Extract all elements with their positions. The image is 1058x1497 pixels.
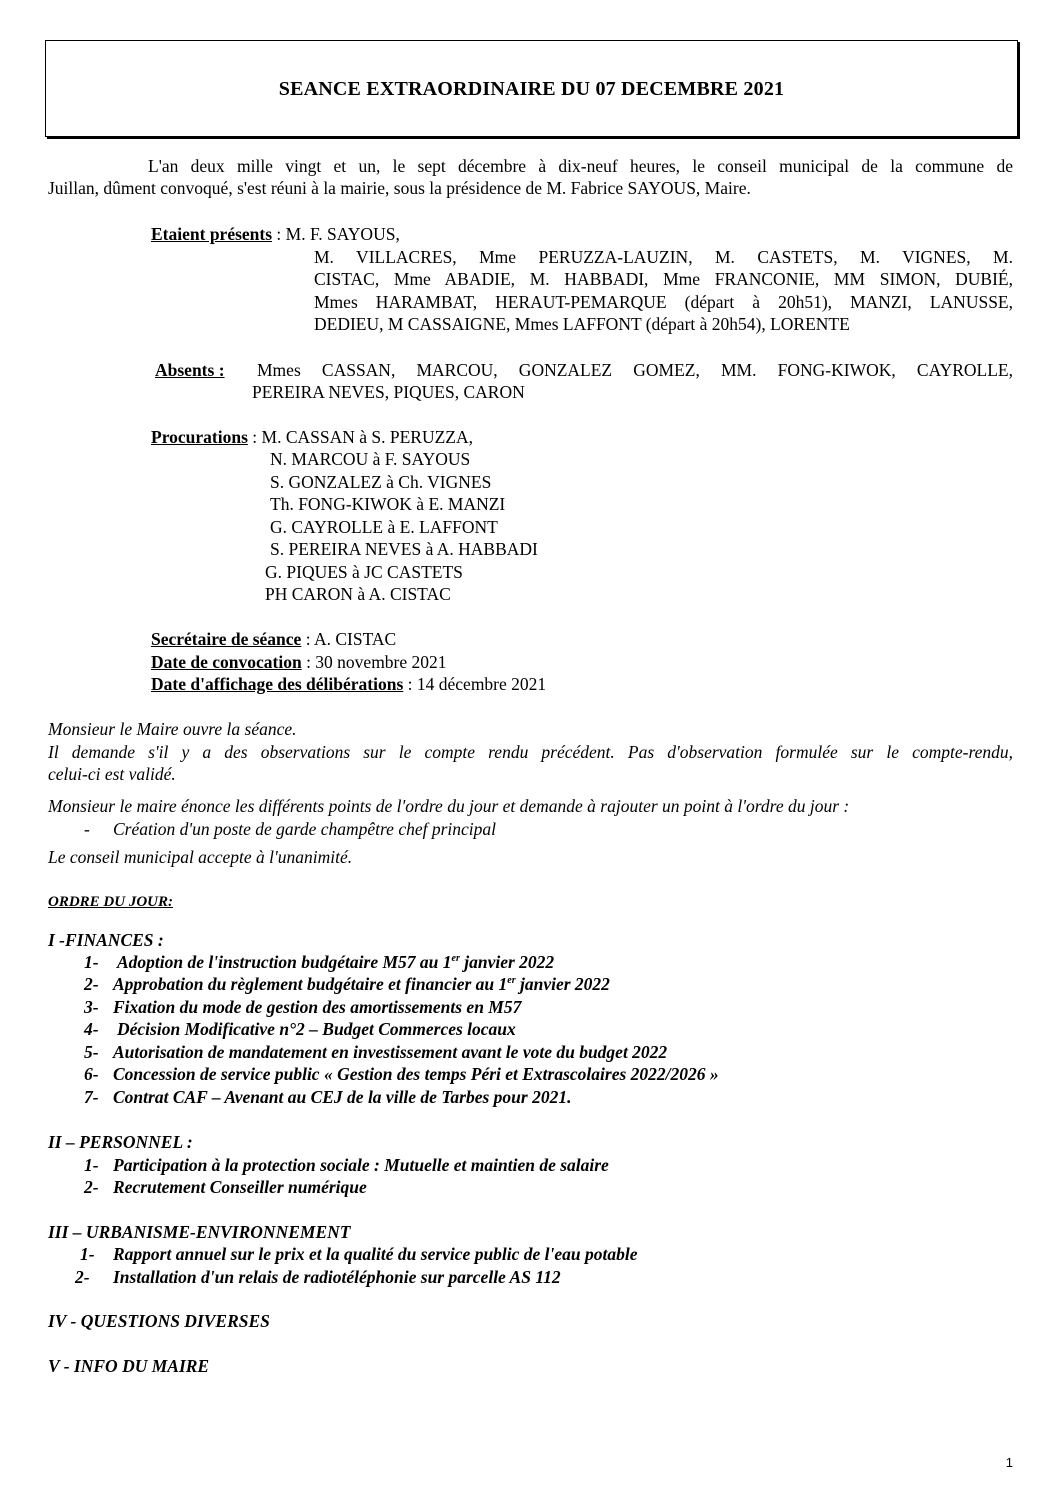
opening-line-4: Monsieur le maire énonce les différents points de l'ordre du jour et demande à rajouter un point à l'ordre du jour : [48, 796, 850, 816]
affichage-label: Date d'affichage des délibérations [151, 674, 404, 694]
finance-item-num: 1- [84, 952, 99, 972]
urbanisme-item-num: 1- [80, 1244, 95, 1264]
intro-line-2: Juillan, dûment convoqué, s'est réuni à la mairie, sous la présidence de M. Fabrice SAYOUS, Maire. [48, 178, 751, 198]
bullet-dash: - [84, 819, 90, 839]
presents-first-line [151, 223, 400, 245]
personnel-item: Recrutement Conseiller numérique [113, 1177, 367, 1197]
procurations-label: Procurations [151, 427, 248, 447]
convocation-line [151, 651, 447, 673]
absents-label-text: Absents : [155, 360, 225, 380]
procuration-line: G. CAYROLLE à E. LAFFONT [270, 517, 498, 537]
presents-line: DEDIEU, M CASSAIGNE, Mmes LAFFONT (départ à 20h54), LORENTE [314, 314, 850, 334]
presents-line: Mmes HARAMBAT, HERAUT-PEMARQUE (départ à 20h51), MANZI, LANUSSE, [314, 292, 1013, 312]
absents-label [155, 359, 225, 381]
finance-item: Adoption de l'instruction budgétaire M57 au 1er janvier 2022 [117, 952, 555, 972]
opening-line-3: celui-ci est validé. [48, 764, 176, 784]
procuration-line: G. PIQUES à JC CASTETS [265, 562, 463, 582]
finance-item-num: 4- [84, 1019, 99, 1039]
presents-label: Etaient présents [151, 224, 273, 244]
finance-item: Fixation du mode de gestion des amortissements en M57 [113, 997, 522, 1017]
procuration-line: PH CARON à A. CISTAC [265, 584, 451, 604]
presents-first: : M. F. SAYOUS, [272, 224, 400, 244]
procurations-first: : M. CASSAN à S. PERUZZA, [247, 427, 474, 447]
finance-item-num: 7- [84, 1087, 99, 1107]
procuration-line: Th. FONG-KIWOK à E. MANZI [270, 494, 506, 514]
procuration-line: N. MARCOU à F. SAYOUS [270, 449, 471, 469]
finance-item: Décision Modificative n°2 – Budget Commerces locaux [117, 1019, 516, 1039]
presents-line: M. VILLACRES, Mme PERUZZA-LAUZIN, M. CASTETS, M. VIGNES, M. [314, 247, 1013, 267]
absents-line-1: Mmes CASSAN, MARCOU, GONZALEZ GOMEZ, MM. FONG-KIWOK, CAYROLLE, [257, 360, 1013, 380]
convocation-label: Date de convocation [151, 652, 302, 672]
affichage-value: : 14 décembre 2021 [403, 674, 547, 694]
finance-item-num: 5- [84, 1042, 99, 1062]
opening-line-5: Le conseil municipal accepte à l'unanimité. [48, 847, 353, 867]
questions-heading: IV - QUESTIONS DIVERSES [48, 1311, 270, 1331]
finance-item: Autorisation de mandatement en investissement avant le vote du budget 2022 [113, 1042, 668, 1062]
finance-item: Concession de service public « Gestion des temps Péri et Extrascolaires 2022/2026 » [113, 1064, 719, 1084]
finance-item-num: 6- [84, 1064, 99, 1084]
procurations-first-line [151, 426, 473, 448]
finances-heading: I -FINANCES : [48, 930, 164, 950]
personnel-item-num: 1- [84, 1155, 99, 1175]
finance-item-num: 3- [84, 997, 99, 1017]
finance-item: Contrat CAF – Avenant au CEJ de la ville de Tarbes pour 2021. [113, 1087, 572, 1107]
personnel-item-num: 2- [84, 1177, 99, 1197]
convocation-value: : 30 novembre 2021 [301, 652, 447, 672]
personnel-heading: II – PERSONNEL : [48, 1132, 193, 1152]
info-heading: V - INFO DU MAIRE [48, 1356, 210, 1376]
absents-line-2: PEREIRA NEVES, PIQUES, CARON [252, 382, 525, 402]
secretaire-line [151, 628, 396, 650]
procuration-line: S. PEREIRA NEVES à A. HABBADI [270, 539, 538, 559]
secretaire-value: : A. CISTAC [301, 629, 397, 649]
personnel-item: Participation à la protection sociale : Mutuelle et maintien de salaire [113, 1155, 609, 1175]
urbanisme-item: Installation d'un relais de radiotéléphonie sur parcelle AS 112 [113, 1267, 561, 1287]
opening-line-2: Il demande s'il y a des observations sur le compte rendu précédent. Pas d'observation formulée sur le compte-rendu, [48, 742, 1013, 762]
secretaire-label: Secrétaire de séance [151, 629, 302, 649]
procuration-line: S. GONZALEZ à Ch. VIGNES [270, 472, 492, 492]
page-number: 1 [1005, 1455, 1013, 1470]
finance-item-num: 2- [84, 974, 99, 994]
opening-line-1: Monsieur le Maire ouvre la séance. [48, 719, 297, 739]
ordre-du-jour-heading: ORDRE DU JOUR: [48, 894, 174, 910]
bullet-item: Création d'un poste de garde champêtre chef principal [113, 819, 497, 839]
title-box [45, 40, 1018, 137]
page-title: SEANCE EXTRAORDINAIRE DU 07 DECEMBRE 2021 [278, 78, 785, 100]
urbanisme-item-num: 2- [75, 1267, 90, 1287]
presents-line: CISTAC, Mme ABADIE, M. HABBADI, Mme FRANCONIE, MM SIMON, DUBIÉ, [314, 269, 1013, 289]
affichage-line [151, 673, 546, 695]
intro-line-1: L'an deux mille vingt et un, le sept décembre à dix-neuf heures, le conseil municipal de la commune de [148, 156, 1013, 176]
finance-item: Approbation du règlement budgétaire et financier au 1er janvier 2022 [113, 974, 610, 994]
urbanisme-item: Rapport annuel sur le prix et la qualité du service public de l'eau potable [113, 1244, 638, 1264]
urbanisme-heading: III – URBANISME-ENVIRONNEMENT [48, 1222, 351, 1242]
